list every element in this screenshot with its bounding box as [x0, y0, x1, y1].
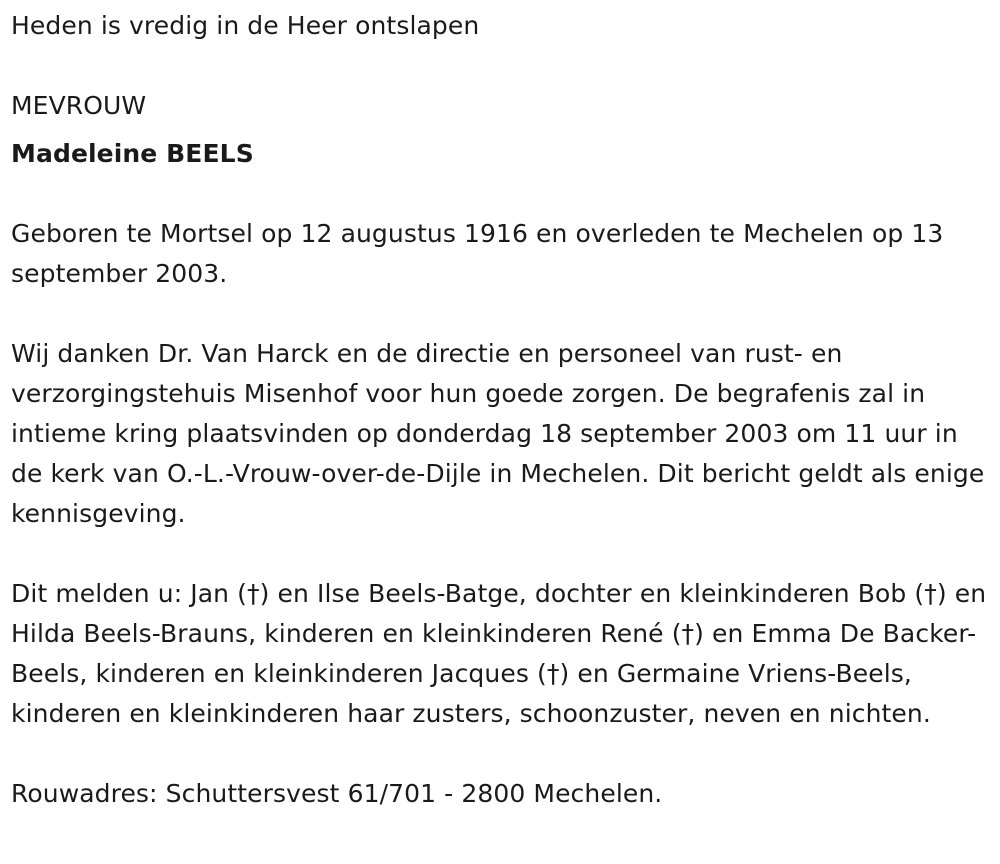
honorific-line: MEVROUW [11, 91, 147, 120]
intro-line: Heden is vredig in de Heer ontslapen [11, 11, 480, 40]
birth-death-paragraph: Geboren te Mortsel op 12 augustus 1916 en overleden te Mechelen op 13 september 2003. [11, 219, 944, 288]
thanks-funeral-paragraph: Wij danken Dr. Van Harck en de directie en personeel van rust- en verzorgingstehuis Misenhof voor hun goede zorgen. De begrafenis zal in intieme kring plaatsvinden op donderdag 18 september 2003 om 11 uur in de kerk van O.-L.-Vrouw-over-de-Dijle in Mechelen. Dit bericht geldt als enige kennisgeving. [11, 339, 985, 528]
deceased-name: Madeleine BEELS [11, 139, 254, 168]
obituary-notice [11, 6, 993, 814]
address-line: Rouwadres: Schuttersvest 61/701 - 2800 Mechelen. [11, 779, 663, 808]
announced-by-paragraph: Dit melden u: Jan (†) en Ilse Beels-Batge, dochter en kleinkinderen Bob (†) en Hilda Beels-Brauns, kinderen en kleinkinderen René (†) en Emma De Backer-Beels, kinderen en kleinkinderen Jacques (†) en Germaine Vriens-Beels, kinderen en kleinkinderen haar zusters, schoonzuster, neven en nichten. [11, 579, 987, 728]
